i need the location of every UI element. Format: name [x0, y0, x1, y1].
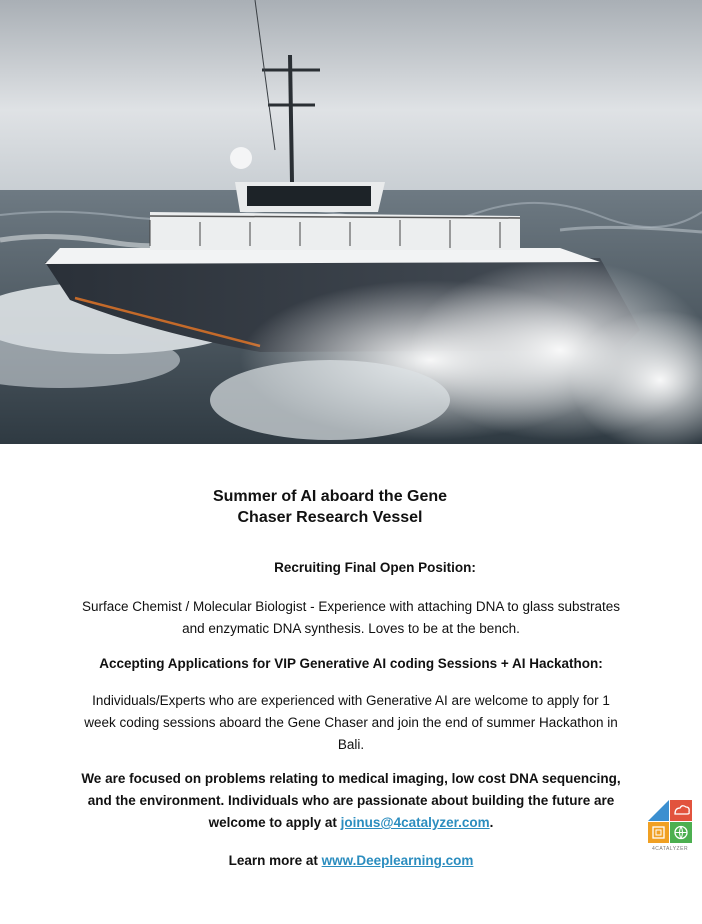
learn-more: [50, 850, 652, 872]
applications-heading: Accepting Applications for VIP Generative AI coding Sessions + AI Hackathon:: [99, 656, 603, 671]
focus-line-1: We are focused on problems relating to medical imaging, low cost DNA sequencing,: [81, 771, 621, 786]
focus-line-2: and the environment. Individuals who are passionate about building the future are: [87, 793, 615, 808]
learn-more-prefix: Learn more at: [228, 853, 318, 868]
focus-line-3-suffix: .: [489, 815, 494, 830]
page-title: [150, 486, 510, 528]
position-description: [50, 596, 652, 640]
individuals-line-2: week coding sessions aboard the Gene Chaser and join the end of summer Hackathon in: [84, 715, 618, 730]
individuals-line-3: Bali.: [337, 737, 365, 752]
apply-email-link[interactable]: joinus@4catalyzer.com: [340, 815, 490, 830]
individuals-description: [50, 690, 652, 756]
hero-photo-ship: [0, 0, 702, 444]
title-line-2: Chaser Research Vessel: [237, 509, 423, 526]
position-line-1: Surface Chemist / Molecular Biologist - Experience with attaching DNA to glass substrates: [82, 599, 620, 614]
4catalyzer-logo-icon: [645, 797, 695, 845]
logo-wordmark: 4CATALYZER: [651, 846, 689, 852]
focus-statement: [50, 768, 652, 834]
focus-line-3: [50, 812, 652, 834]
deeplearning-link[interactable]: www.Deeplearning.com: [321, 853, 474, 868]
individuals-line-1: Individuals/Experts who are experienced with Generative AI are welcome to apply for 1: [92, 693, 610, 708]
position-line-2: and enzymatic DNA synthesis. Loves to be at the bench.: [182, 621, 520, 636]
recruiting-heading: Recruiting Final Open Position:: [274, 560, 476, 575]
title-line-1: Summer of AI aboard the Gene: [212, 488, 448, 505]
focus-line-3-prefix: welcome to apply at: [208, 815, 337, 830]
